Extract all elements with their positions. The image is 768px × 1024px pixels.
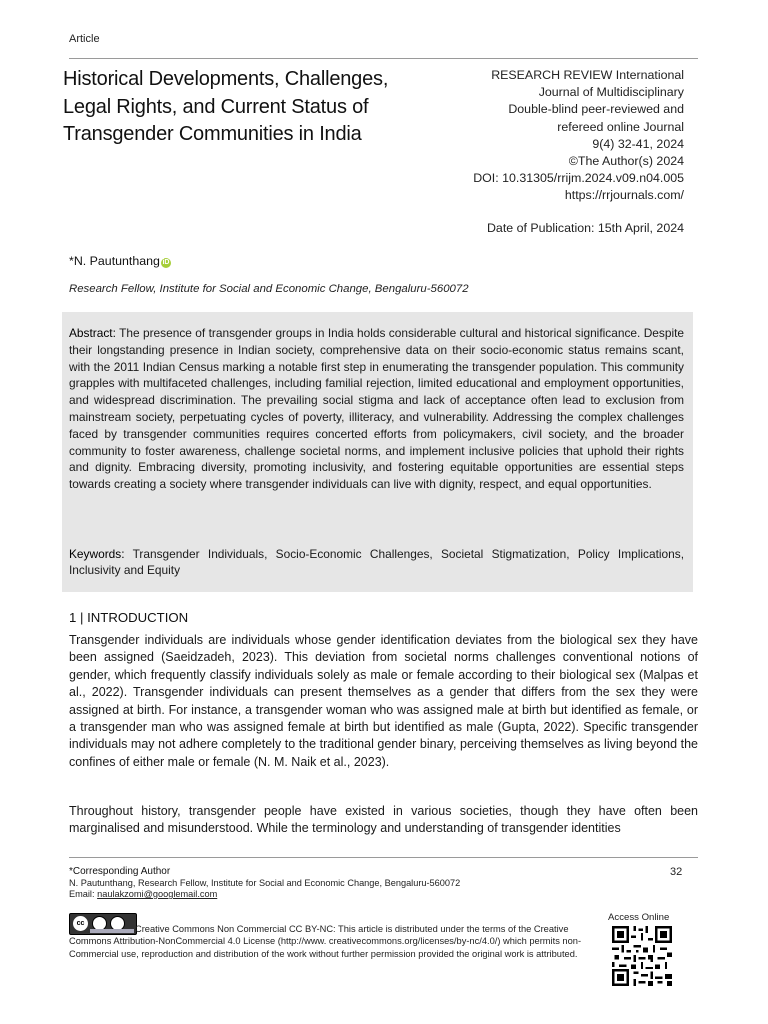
journal-volume: 9(4) 32-41, 2024 [592, 136, 684, 151]
journal-line: Double-blind peer-reviewed and [508, 102, 684, 117]
journal-doi-link[interactable]: DOI: 10.31305/rrijm.2024.v09.n04.005 [473, 171, 684, 186]
footer-divider [69, 857, 698, 858]
email-label: Email: [69, 889, 98, 899]
corresponding-email [69, 889, 217, 899]
keywords-label: Keywords: [69, 547, 125, 561]
journal-info [440, 67, 684, 205]
abstract-label: Abstract: [69, 326, 116, 340]
keywords [69, 546, 684, 578]
journal-copyright: ©The Author(s) 2024 [568, 154, 684, 169]
journal-website-link[interactable]: https://rrjournals.com/ [564, 188, 684, 203]
keywords-list: Transgender Individuals, Socio-Economic Challenges, Societal Stigmatization, Policy Implications, Inclusivity and Equity [69, 547, 684, 578]
publication-date: Date of Publication: 15th April, 2024 [486, 221, 684, 235]
header-divider [69, 58, 698, 59]
journal-line: refereed online Journal [557, 119, 684, 134]
abstract-body: The presence of transgender groups in India holds considerable cultural and historical significance. Despite their longstanding presence in Indian society, comprehensive data on their socio-economic status remains scant, with the 2011 Indian Census marking a notable first step in enumerating the transgender population. This community grapples with multifaceted challenges, including familial rejection, limited educational and employment opportunities, and widespread discrimination. The prevailing social stigma and lack of acceptance often lead to exclusion from mainstream society, perpetuating cycles of poverty, illiteracy, and vulnerability. Addressing the complex challenges faced by transgender communities requires concerted efforts from policymakers, civil society, and the broader community to foster awareness, challenge societal norms, and implement inclusive policies that uphold their rights and dignity. Embracing diversity, promoting inclusivity, and fostering equitable opportunities are essential steps towards creating a society where transgender individuals can live with dignity, respect, and equal opportunities. [69, 326, 685, 492]
section-heading: 1 | INTRODUCTION [69, 610, 189, 625]
author-name: *N. Pautunthang [69, 254, 160, 268]
license-text: Creative Commons Non Commercial CC BY-NC: This article is distributed under the terms of the Creative Commons Attribution-NonCommercial 4.0 License (http://www. creativecommons.org/licenses/by-nc/4.0/) which permits non-Commercial use, reproduction and distribution of the work without further permission provided the original work is attributed. [69, 924, 582, 959]
article-title: Historical Developments, Challenges, Legal Rights, and Current Status of Transgender Communities in India [63, 68, 389, 145]
page-number: 32 [670, 866, 683, 878]
journal-line: RESEARCH REVIEW International [491, 68, 684, 82]
access-online-label: Access Online [608, 912, 670, 923]
body-paragraph: Throughout history, transgender people have existed in various societies, though they have often been marginalised and misunderstood. While the terminology and understanding of transgender identities [69, 804, 698, 836]
author-affiliation: Research Fellow, Institute for Social and Economic Change, Bengaluru-560072 [69, 283, 469, 295]
corresponding-author-details: N. Pautunthang, Research Fellow, Institute for Social and Economic Change, Bengaluru-560072 [69, 878, 461, 888]
author-block [69, 254, 171, 268]
cc-logo-icon: cc [73, 916, 88, 931]
corresponding-author-heading: *Corresponding Author [69, 866, 171, 877]
email-link[interactable]: naulakzomi@googlemail.com [97, 889, 218, 899]
orcid-icon[interactable]: iD [162, 259, 170, 266]
qr-code-icon[interactable] [612, 926, 672, 986]
journal-line: Journal of Multidisciplinary [538, 85, 684, 100]
article-type-label: Article [69, 33, 100, 45]
abstract [69, 325, 684, 493]
body-paragraph: Transgender individuals are individuals whose gender identification deviates from the biological sex they have been assigned (Saeidzadeh, 2023). This deviation from societal norms challenges conventional notions of gender, which frequently classify individuals solely as male or female according to their biological sex (Malpas et al., 2022). Transgender individuals can present themselves as a gender that differs from the sex they were assigned at birth. For instance, a transgender woman who was assigned male at birth but identified as female, or a transgender man who was assigned female at birth but identified as male (Gupta, 2022). Specific transgender individuals may not adhere completely to the traditional gender binary, perceiving themselves as living beyond the confines of either male or female (N. M. Naik et al., 2023). [69, 633, 698, 769]
